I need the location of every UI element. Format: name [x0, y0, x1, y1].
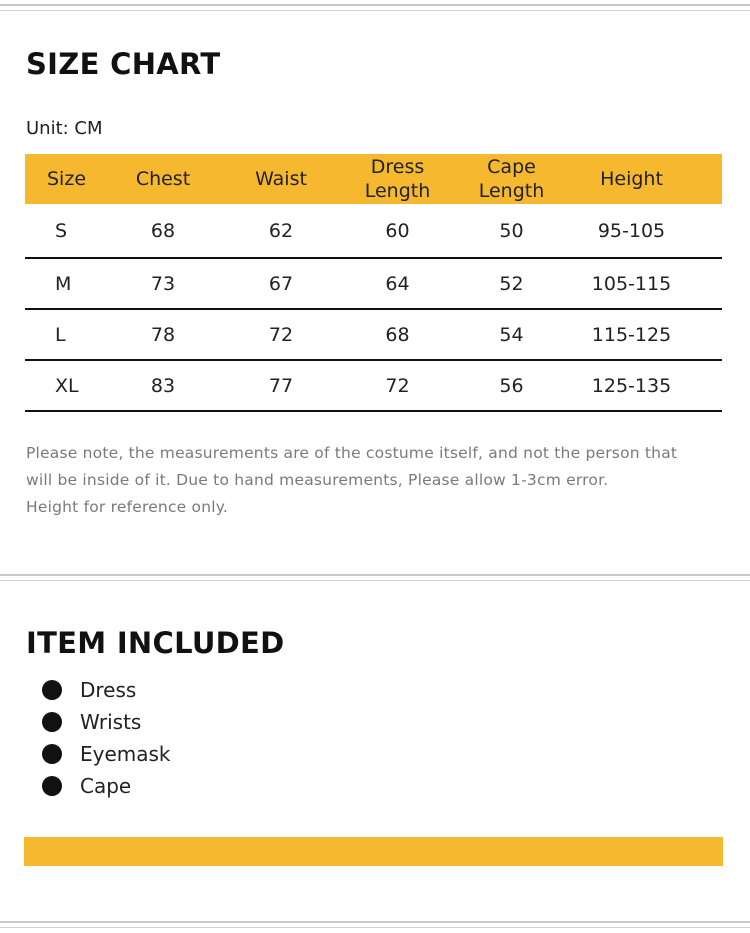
size-table: [25, 154, 722, 412]
cell-cape-length: 52: [499, 272, 524, 295]
table-row: [25, 204, 722, 259]
cell-height: 115-125: [591, 323, 672, 346]
cell-height: 95-105: [597, 219, 666, 242]
table-row: [25, 310, 722, 361]
item-label: Eyemask: [80, 742, 171, 766]
size-chart-title: SIZE CHART: [26, 47, 221, 81]
cell-chest: 68: [150, 219, 176, 242]
cell-waist: 72: [268, 323, 294, 346]
header-dress-length: Dress Length: [364, 156, 431, 202]
cell-dress-length: 68: [385, 323, 410, 346]
cell-chest: 78: [150, 323, 176, 346]
item-label: Cape: [80, 774, 132, 798]
table-row: [25, 259, 722, 310]
header-chest: Chest: [135, 168, 191, 190]
bullet-icon: [42, 776, 62, 796]
cell-dress-length: 72: [385, 374, 410, 397]
cell-chest: 73: [150, 272, 176, 295]
cell-dress-length: 64: [385, 272, 410, 295]
cell-cape-length: 50: [499, 219, 524, 242]
size-table-body: [25, 204, 722, 412]
bullet-icon: [42, 744, 62, 764]
cell-waist: 67: [268, 272, 294, 295]
header-height: Height: [600, 168, 663, 190]
item-label: Dress: [80, 678, 137, 702]
cell-size: XL: [55, 374, 79, 397]
accent-bar: [24, 837, 723, 866]
cell-cape-length: 56: [499, 374, 524, 397]
bullet-icon: [42, 680, 62, 700]
items-list: [42, 674, 171, 802]
cell-dress-length: 60: [385, 219, 410, 242]
top-divider-thin: [0, 10, 750, 11]
cell-cape-length: 54: [499, 323, 524, 346]
header-size: Size: [47, 168, 87, 190]
header-waist: Waist: [255, 168, 307, 190]
cell-chest: 83: [150, 374, 176, 397]
note-line: Please note, the measurements are of the costume itself, and not the person that: [26, 444, 678, 462]
list-item: [42, 738, 171, 770]
cell-waist: 77: [268, 374, 294, 397]
unit-label: Unit: CM: [26, 118, 103, 139]
header-cape-length: Cape Length: [478, 156, 545, 202]
list-item: [42, 706, 171, 738]
table-row: [25, 361, 722, 412]
cell-size: M: [55, 272, 72, 295]
section-divider: [0, 574, 750, 576]
size-table-header: [25, 154, 722, 204]
item-label: Wrists: [80, 710, 142, 734]
cell-height: 125-135: [591, 374, 672, 397]
bottom-divider-thin: [0, 927, 750, 928]
bullet-icon: [42, 712, 62, 732]
note-line: will be inside of it. Due to hand measurements, Please allow 1-3cm error.: [26, 471, 609, 489]
top-divider: [0, 4, 750, 6]
cell-size: S: [55, 219, 68, 242]
measurement-note: [26, 440, 726, 521]
list-item: [42, 674, 171, 706]
note-line: Height for reference only.: [26, 498, 229, 516]
section-divider-thin: [0, 580, 750, 581]
items-included-title: ITEM INCLUDED: [26, 626, 285, 660]
list-item: [42, 770, 171, 802]
cell-size: L: [55, 323, 66, 346]
cell-height: 105-115: [591, 272, 672, 295]
cell-waist: 62: [268, 219, 294, 242]
bottom-divider: [0, 921, 750, 923]
